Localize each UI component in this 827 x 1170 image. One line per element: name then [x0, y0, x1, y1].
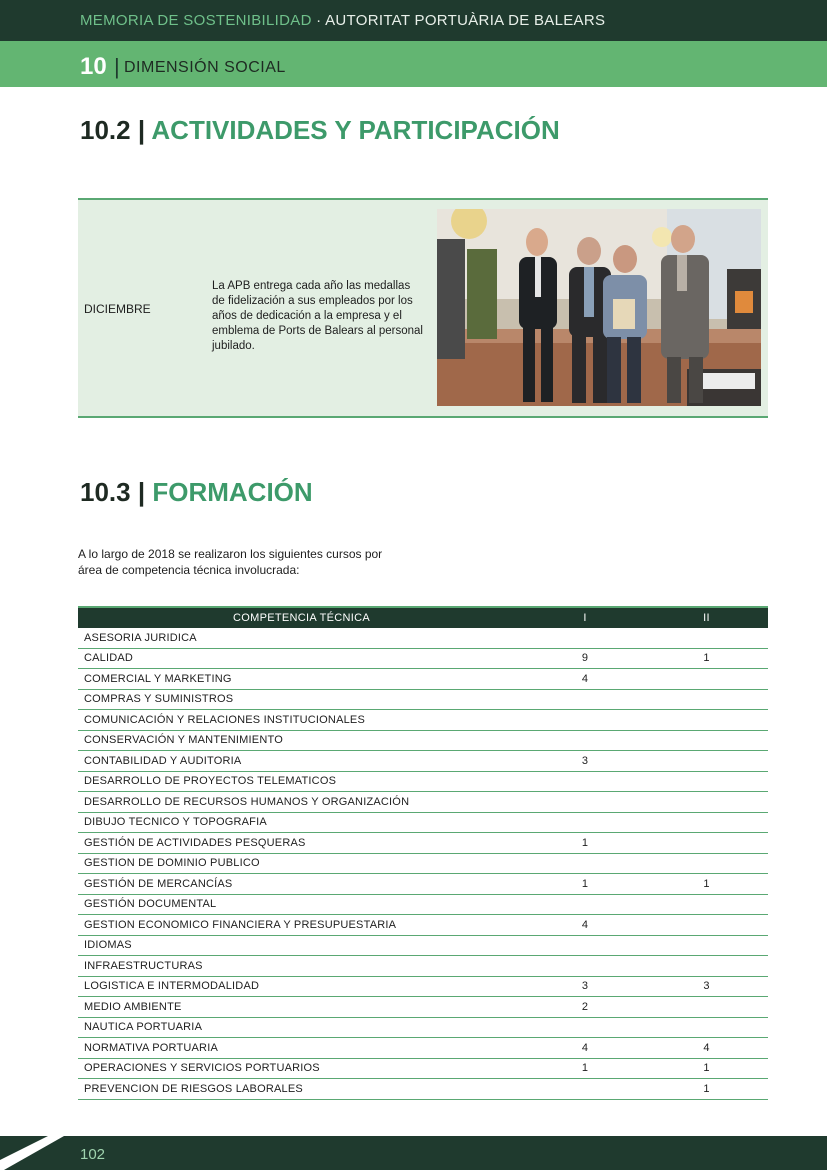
activity-month: DICIEMBRE [84, 302, 151, 316]
table-row [78, 730, 768, 751]
table-row [78, 1079, 768, 1100]
table-row [78, 812, 768, 833]
table-row [78, 669, 768, 690]
cell-competence: DESARROLLO DE RECURSOS HUMANOS Y ORGANIZACIÓN [78, 792, 525, 813]
cell-competence: DESARROLLO DE PROYECTOS TELEMATICOS [78, 771, 525, 792]
cell-level-i: 1 [525, 1058, 645, 1079]
cell-level-ii: 1 [645, 1079, 768, 1100]
table-row [78, 915, 768, 936]
title-accent: MEMORIA DE SOSTENIBILIDAD [80, 12, 312, 29]
cell-level-i: 1 [525, 874, 645, 895]
section-title: FORMACIÓN [152, 477, 313, 507]
cell-competence: COMPRAS Y SUMINISTROS [78, 689, 525, 710]
cell-level-ii [645, 771, 768, 792]
cell-competence: OPERACIONES Y SERVICIOS PORTUARIOS [78, 1058, 525, 1079]
cell-competence: GESTION ECONOMICO FINANCIERA Y PRESUPUESTARIA [78, 915, 525, 936]
competence-table [78, 606, 768, 1100]
cell-level-i: 3 [525, 976, 645, 997]
cell-level-i [525, 956, 645, 977]
cell-level-ii: 1 [645, 648, 768, 669]
cell-competence: CONSERVACIÓN Y MANTENIMIENTO [78, 730, 525, 751]
activity-box [78, 198, 768, 418]
cell-level-i: 4 [525, 669, 645, 690]
table-row [78, 853, 768, 874]
cell-level-ii [645, 669, 768, 690]
cell-level-ii [645, 997, 768, 1018]
section-pipe: | [137, 477, 146, 507]
document-title [80, 12, 605, 29]
table-row [78, 1038, 768, 1059]
cell-competence: MEDIO AMBIENTE [78, 997, 525, 1018]
cell-level-i: 9 [525, 648, 645, 669]
chapter-bar [0, 41, 827, 87]
cell-competence: IDIOMAS [78, 935, 525, 956]
cell-competence: CONTABILIDAD Y AUDITORIA [78, 751, 525, 772]
cell-level-ii [645, 710, 768, 731]
section-heading-activities [80, 115, 560, 145]
cell-level-i [525, 935, 645, 956]
table-row [78, 997, 768, 1018]
cell-competence: GESTION DE DOMINIO PUBLICO [78, 853, 525, 874]
cell-level-i: 4 [525, 915, 645, 936]
section-number: 10.3 [80, 477, 131, 507]
top-header-bar [0, 0, 827, 41]
cell-competence: NAUTICA PORTUARIA [78, 1017, 525, 1038]
cell-level-ii [645, 730, 768, 751]
cell-competence: PREVENCION DE RIESGOS LABORALES [78, 1079, 525, 1100]
footer-diagonal-accent [0, 1136, 70, 1170]
table-row [78, 1058, 768, 1079]
cell-competence: INFRAESTRUCTURAS [78, 956, 525, 977]
table-row [78, 771, 768, 792]
table-row [78, 935, 768, 956]
cell-level-i: 4 [525, 1038, 645, 1059]
cell-level-i [525, 853, 645, 874]
cell-competence: COMERCIAL Y MARKETING [78, 669, 525, 690]
table-row [78, 976, 768, 997]
cell-level-i [525, 894, 645, 915]
cell-level-ii [645, 894, 768, 915]
cell-level-i: 1 [525, 833, 645, 854]
title-organization: AUTORITAT PORTUÀRIA DE BALEARS [325, 12, 606, 29]
cell-level-ii [645, 935, 768, 956]
cell-level-ii: 1 [645, 1058, 768, 1079]
table-row [78, 956, 768, 977]
table-row [78, 833, 768, 854]
cell-level-ii [645, 915, 768, 936]
cell-competence: LOGISTICA E INTERMODALIDAD [78, 976, 525, 997]
table-row [78, 894, 768, 915]
section-pipe: | [137, 115, 146, 145]
cell-competence: COMUNICACIÓN Y RELACIONES INSTITUCIONALES [78, 710, 525, 731]
cell-level-i: 2 [525, 997, 645, 1018]
cell-competence: GESTIÓN DE ACTIVIDADES PESQUERAS [78, 833, 525, 854]
header-competence: COMPETENCIA TÉCNICA [78, 607, 525, 628]
cell-level-ii [645, 812, 768, 833]
page-number: 102 [80, 1146, 106, 1163]
section-heading-training [80, 477, 313, 507]
table-row [78, 648, 768, 669]
cell-level-i [525, 812, 645, 833]
cell-level-ii [645, 792, 768, 813]
cell-competence: GESTIÓN DOCUMENTAL [78, 894, 525, 915]
footer-bar [0, 1136, 827, 1170]
cell-level-i: 3 [525, 751, 645, 772]
activity-description: La APB entrega cada año las medallas de fidelización a sus empleados por los años de dedicación a la empresa y el emblema de Ports de Balears al personal jubilado. [212, 280, 423, 352]
cell-level-ii [645, 853, 768, 874]
chapter-number: 10 [80, 53, 107, 80]
section-number: 10.2 [80, 115, 131, 145]
cell-competence: GESTIÓN DE MERCANCÍAS [78, 874, 525, 895]
cell-level-ii: 1 [645, 874, 768, 895]
cell-level-i [525, 628, 645, 648]
chapter-name: DIMENSIÓN SOCIAL [124, 59, 286, 76]
cell-level-i [525, 1017, 645, 1038]
header-level-i: I [525, 607, 645, 628]
table-row [78, 710, 768, 731]
cell-level-i [525, 730, 645, 751]
cell-competence: NORMATIVA PORTUARIA [78, 1038, 525, 1059]
group-photo-image [437, 209, 761, 406]
table-row [78, 1017, 768, 1038]
table-header-row [78, 607, 768, 628]
cell-level-ii: 3 [645, 976, 768, 997]
cell-level-i [525, 771, 645, 792]
cell-level-ii [645, 689, 768, 710]
cell-level-i [525, 1079, 645, 1100]
cell-level-i [525, 710, 645, 731]
table-body [78, 628, 768, 1099]
cell-level-i [525, 689, 645, 710]
training-intro: A lo largo de 2018 se realizaron los siguientes cursos por área de competencia técnica involucrada: [78, 547, 383, 577]
cell-level-ii [645, 956, 768, 977]
cell-level-ii [645, 751, 768, 772]
cell-level-ii: 4 [645, 1038, 768, 1059]
activity-photo [437, 209, 761, 406]
table-row [78, 751, 768, 772]
cell-competence: ASESORIA JURIDICA [78, 628, 525, 648]
table-row [78, 792, 768, 813]
section-title: ACTIVIDADES Y PARTICIPACIÓN [151, 115, 560, 145]
chapter-pipe: | [114, 54, 120, 79]
cell-competence: CALIDAD [78, 648, 525, 669]
header-level-ii: II [645, 607, 768, 628]
cell-level-i [525, 792, 645, 813]
table-row [78, 689, 768, 710]
cell-competence: DIBUJO TECNICO Y TOPOGRAFIA [78, 812, 525, 833]
cell-level-ii [645, 628, 768, 648]
cell-level-ii [645, 1017, 768, 1038]
table-row [78, 628, 768, 648]
cell-level-ii [645, 833, 768, 854]
title-separator: · [311, 12, 326, 29]
table-row [78, 874, 768, 895]
